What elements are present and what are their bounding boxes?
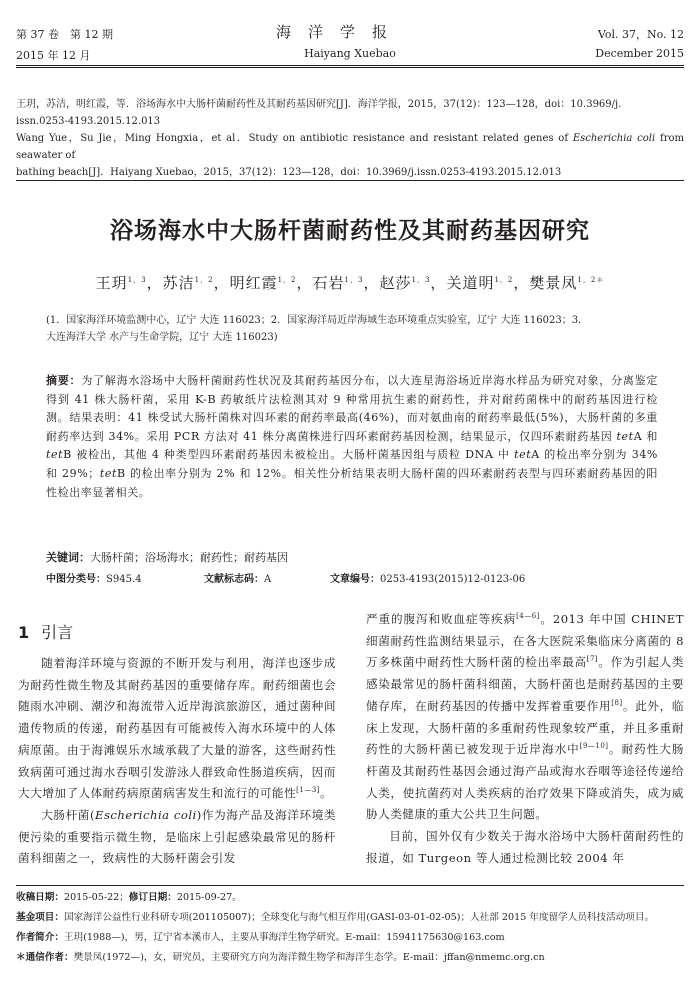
citation-block — [16, 96, 684, 181]
author: 石岩 — [312, 274, 345, 292]
author: 王玥 — [95, 274, 128, 292]
received-date: 收稿日期：2015-05-22；修订日期：2015-09-27。 — [16, 892, 242, 903]
paragraph: 大肠杆菌(Escherichia coli)作为海产品及海洋环境类便污染的重要指示微生物，是临床上引起感染最常见的肠杆菌科细菌之一，致病性的大肠杆菌会引发 — [18, 807, 336, 866]
document-code: 文献标志码：A — [204, 574, 272, 585]
citation-cn-line2: issn.0253-4193.2015.12.013 — [16, 116, 161, 127]
section-heading: 1 引言 — [18, 623, 74, 642]
footnotes — [16, 888, 684, 968]
author-list: 王玥$^{1,3}$，苏洁$^{1,2}$，明红霞$^{1,2}$，石岩$^{1,3}$，赵莎$^{1,3}$，关道明$^{1,2}$，樊景凤$^{1,2*}$ — [95, 274, 605, 292]
body-left-column — [18, 653, 336, 870]
citation-rule — [16, 180, 684, 181]
paragraph: 严重的腹泻和败血症等疾病[4—6]。2013 年中国 CHINET 细菌耐药性监测结果显示，在各大医院采集临床分离菌的 8 万多株菌中耐药性大肠杆菌的检出率最高[7]。作为引起人类感染最常见的肠杆菌科细菌，大肠杆菌也是耐药基因的主要储存库，在耐药基因的传播中发挥着重要作用[8]。此外，临床上发现，大肠杆菌的多重耐药性现象较严重，并且多重耐药性的大肠杆菌已被发现于近岸海水中[9—10]。耐药性大肠杆菌及其耐药性基因会通过海产品或海水吞咽等途径传递给人类，使抗菌药对人类疾病的治疗效果下降或消失，成为威胁人类健康的重大公共卫生问题。 — [366, 612, 684, 822]
reference-mark: [1—3] — [296, 786, 321, 795]
article-number: 文章编号：0253-4193(2015)12-0123-06 — [330, 574, 526, 585]
journal-name-cn: 海洋学报 — [276, 23, 405, 41]
keywords: 关键词：大肠杆菌；浴场海水；耐药性；耐药基因 — [46, 551, 288, 564]
footnote-rule — [16, 885, 684, 886]
issue-date-en: December 2015 — [595, 47, 684, 60]
corresponding-author: ＊通信作者：樊景凤(1972—)，女，研究员，主要研究方向为海洋微生物学和海洋生态学。E-mail：jffan@nmemc.org.cn — [16, 952, 545, 963]
abstract: 摘要：为了解海水浴场中大肠杆菌耐药性状况及其耐药基因分布，以大连星海浴场近岸海水样品为研究对象，分离鉴定得到 41 株大肠杆菌，采用 K-B 药敏纸片法检测其对 9 种常用抗生素的耐药性，并对耐药菌株中的耐药基因进行检测。结果表明：41 株受试大肠杆菌株对四环素的耐药率最高(46%)，而对氨曲南的耐药率最低(5%)，大肠杆菌的多重耐药率达到 34%。采用 PCR 方法对 41 株分离菌株进行四环素耐药基因检测，结果显示，仅四环素耐药基因 tetA 和 tetB 被检出，其他 4 种类型四环素耐药基因未被检出。大肠杆菌基因组与质粒 DNA 中 tetA 的检出率分别为 34% 和 29%；tetB 的检出率分别为 2% 和 12%。相关性分析结果表明大肠杆菌的四环素耐药表型与四环素耐药基因的阳性检出率显著相关。 — [46, 374, 658, 499]
header-rule — [16, 65, 684, 66]
affiliations: (1．国家海洋环境监测中心，辽宁 大连 116023；2．国家海洋局近岸海域生态环境重点实验室，辽宁 大连 116023；3． 大连海洋大学 水产与生命学院，辽宁 大连 116023) — [46, 315, 589, 343]
author: 苏洁 — [162, 274, 195, 292]
author: 关道明 — [446, 274, 495, 292]
journal-volume-cn: 第 37 卷 第 12 期 — [16, 28, 113, 41]
citation-en-line2: bathing beach[J]．Haiyang Xuebao，2015，37(12)：123—128，doi：10.3969/j.issn.0253-4193.2015.12.013 — [16, 167, 562, 178]
funding: 基金项目：国家海洋公益性行业科研专项(201105007)；全球变化与海气相互作用(GASI-03-01-02-05)；人社部 2015 年度留学人员科技活动项目。 — [16, 912, 655, 923]
issue-date-cn: 2015 年 12 月 — [16, 49, 91, 62]
paragraph: 随着海洋环境与资源的不断开发与利用，海洋也逐步成为耐药性微生物及其耐药基因的重要储存库。耐药细菌也会随雨水冲刷、潮汐和海流带入近岸海滨旅游区，通过菌种间遗传物质的传递，耐药基因有可能被传入海水环境中的人体病原菌。由于海滩娱乐水域承载了大量的游客，这些耐药性致病菌可通过海水吞咽引发游泳人群致命性肠道疾病，因而大大增加了人体耐药病原菌病害发生和流行的可能性[1—3]。 — [18, 656, 336, 801]
citation-en-line1: Wang Yue，Su Jie，Ming Hongxia，et al．Study on antibiotic resistance and resistant related genes of Escherichia coli from seawater of — [16, 133, 684, 161]
citation-cn-line1: 王玥，苏洁，明红霞，等．浴场海水中大肠杆菌耐药性及其耐药基因研究[J]．海洋学报，2015，37(12)：123—128，doi：10.3969/j. — [16, 99, 622, 110]
body-right-column — [366, 609, 684, 869]
journal-volume-en: Vol. 37，No. 12 — [597, 28, 684, 41]
header-rule-thin — [16, 67, 684, 68]
journal-name-en: Haiyang Xuebao — [304, 47, 396, 60]
author-bio: 作者简介：王玥(1988—)，男，辽宁省本溪市人，主要从事海洋生物学研究。E-mail：15941175630@163.com — [16, 932, 505, 943]
author: 明红霞 — [229, 274, 278, 292]
paragraph: 目前，国外仅有少数关于海水浴场中大肠杆菌耐药性的报道，如 Turgeon 等人通过检测比较 2004 年 — [366, 829, 684, 865]
paper-title: 浴场海水中大肠杆菌耐药性及其耐药基因研究 — [110, 218, 590, 244]
author: 樊景凤 — [529, 274, 578, 292]
author: 赵莎 — [379, 274, 412, 292]
abstract-label: 摘要： — [46, 374, 82, 387]
clc-number: 中图分类号：S945.4 — [46, 574, 142, 585]
